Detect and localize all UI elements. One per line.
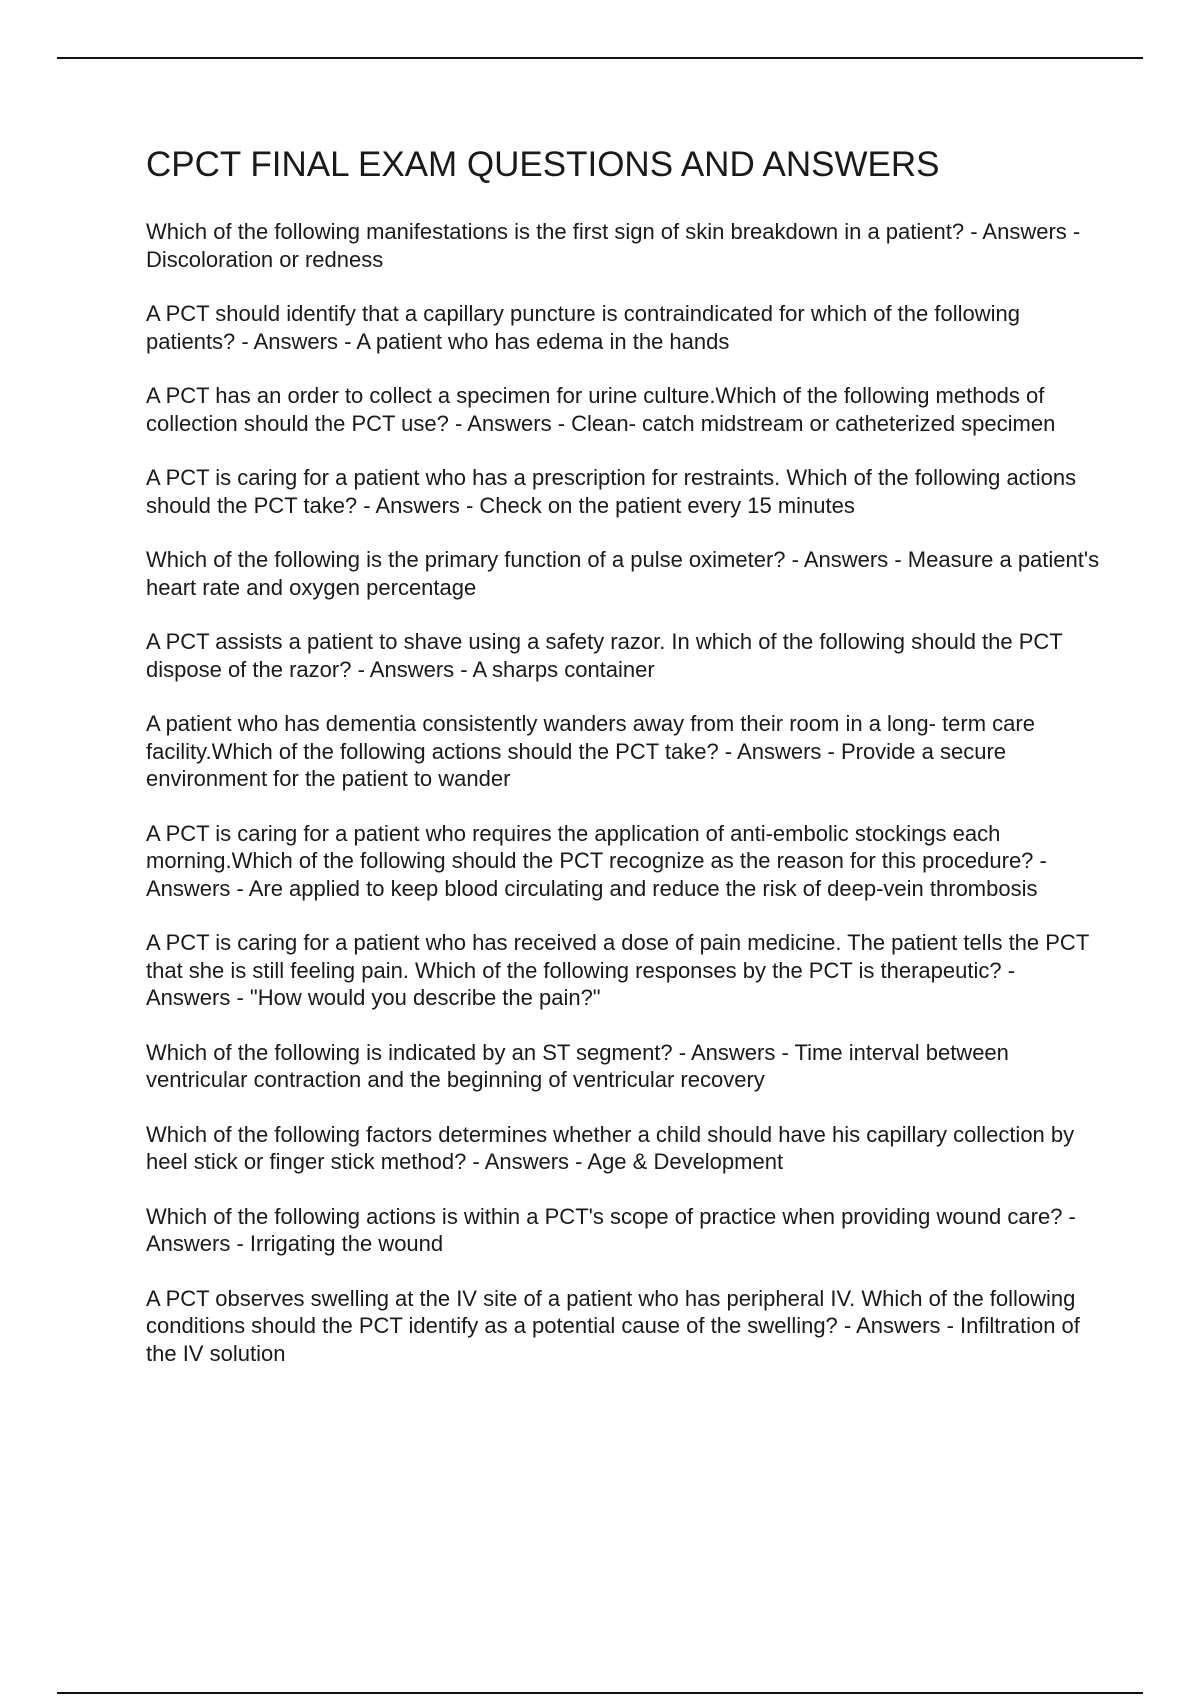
qa-item: Which of the following factors determines whether a child should have his capillary collection by heel stick or finger stick method? - Answers - Age & Development: [146, 1121, 1075, 1174]
document-body: [146, 142, 1101, 1394]
qa-item: Which of the following is the primary function of a pulse oximeter? - Answers - Measure a patient's heart rate and oxygen percentage: [146, 547, 1100, 600]
qa-item: A PCT should identify that a capillary puncture is contraindicated for which of the following patients? - Answers - A patient who has edema in the hands: [146, 301, 1020, 354]
qa-item: A PCT is caring for a patient who has a prescription for restraints. Which of the following actions should the PCT take? - Answers - Check on the patient every 15 minutes: [146, 465, 1077, 518]
document-title: CPCT FINAL EXAM QUESTIONS AND ANSWERS: [146, 145, 940, 184]
qa-item: A PCT has an order to collect a specimen for urine culture.Which of the following methods of collection should the PCT use? - Answers - Clean- catch midstream or catheterized specimen: [146, 383, 1056, 436]
qa-item: A PCT is caring for a patient who has received a dose of pain medicine. The patient tells the PCT that she is still feeling pain. Which of the following responses by the PCT is therapeutic? - Answers - "How would you describe the pain?": [146, 930, 1089, 1010]
qa-item: A PCT is caring for a patient who requires the application of anti-embolic stockings each morning.Which of the following should the PCT recognize as the reason for this procedure? - Answers - Are applied to keep blood circulating and reduce the risk of deep-vein thrombosis: [146, 820, 1047, 901]
qa-item: A patient who has dementia consistently wanders away from their room in a long- term care facility.Which of the following actions should the PCT take? - Answers - Provide a secure environment for the patient to wander: [146, 711, 1035, 791]
qa-item: Which of the following manifestations is the first sign of skin breakdown in a patient? - Answers - Discoloration or redness: [146, 219, 1081, 272]
qa-item: A PCT assists a patient to shave using a safety razor. In which of the following should the PCT dispose of the razor? - Answers - A sharps container: [146, 629, 1063, 682]
top-rule: [57, 57, 1143, 59]
qa-item: Which of the following actions is within a PCT's scope of practice when providing wound care? - Answers - Irrigating the wound: [146, 1203, 1076, 1256]
bottom-rule: [57, 1692, 1143, 1694]
qa-item: Which of the following is indicated by an ST segment? - Answers - Time interval between ventricular contraction and the beginning of ventricular recovery: [146, 1039, 1009, 1092]
qa-item: A PCT observes swelling at the IV site of a patient who has peripheral IV. Which of the following conditions should the PCT identify as a potential cause of the swelling? - Answers - Infiltration of the IV solution: [146, 1285, 1080, 1366]
